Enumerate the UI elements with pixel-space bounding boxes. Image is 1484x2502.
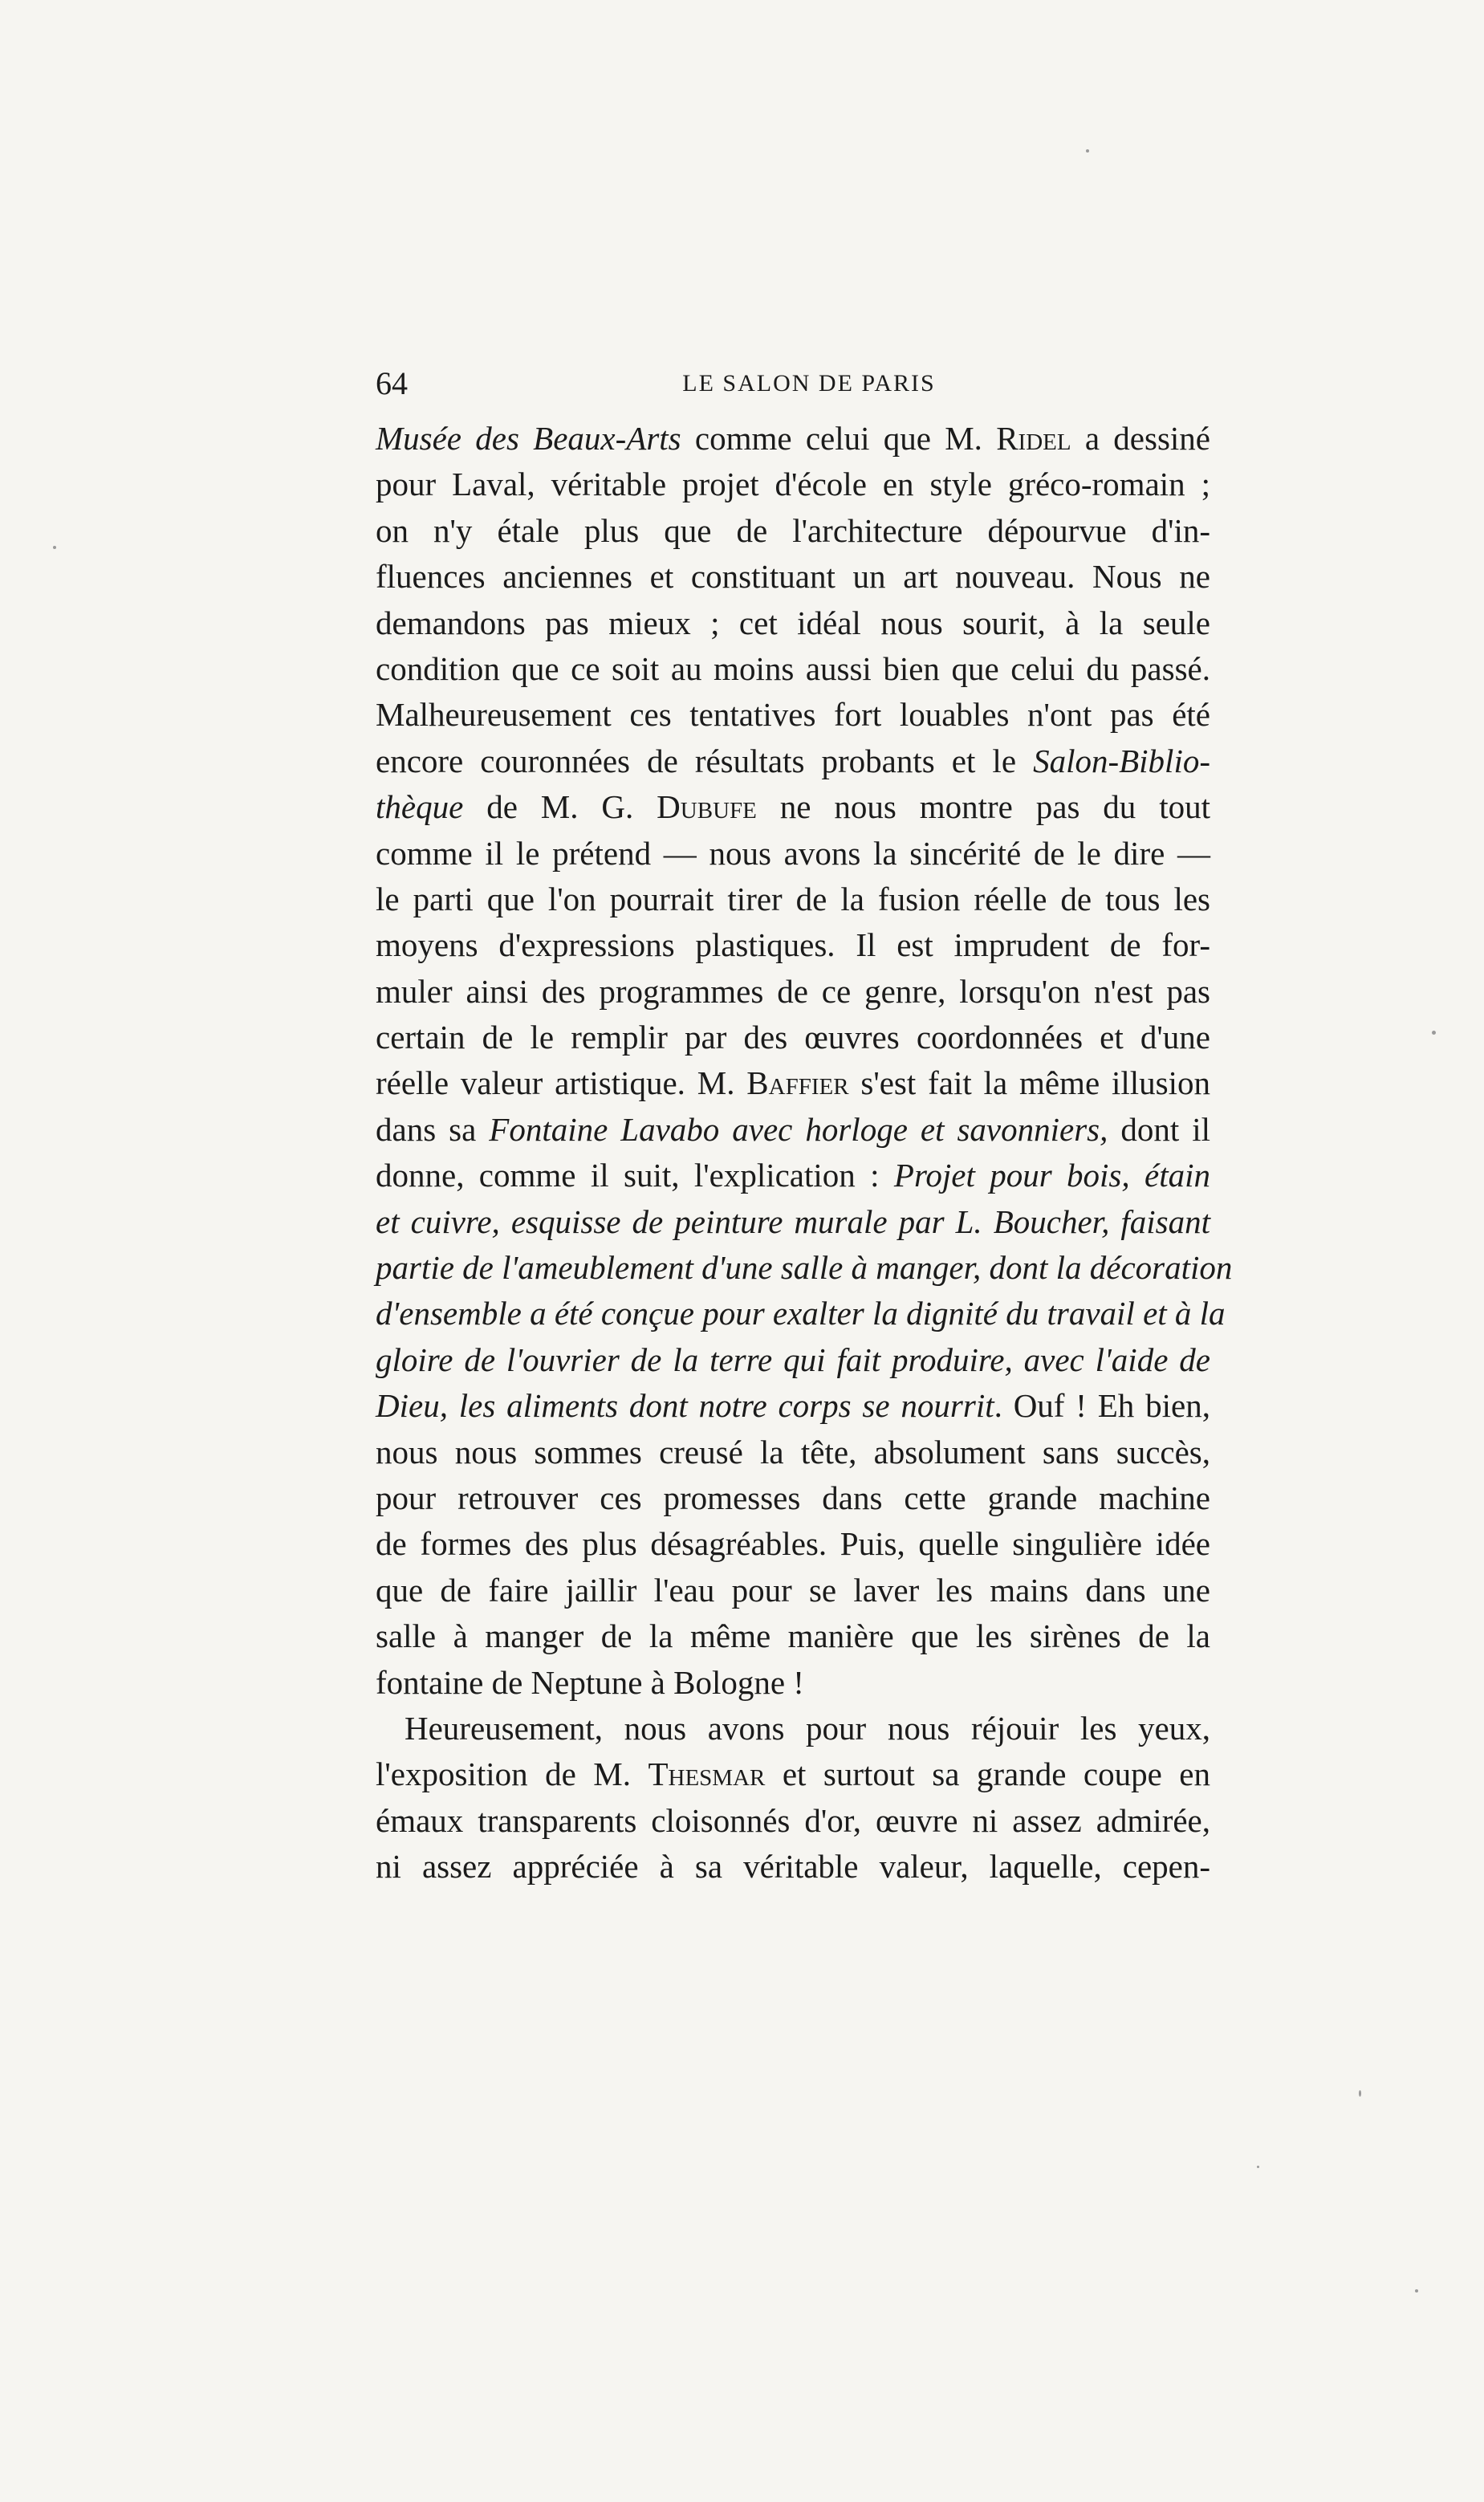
text-line: partie de l'ameublement d'une salle à manger, dont la décoration (376, 1249, 1233, 1287)
paragraph-1 (376, 416, 1233, 1706)
text-line: émaux transparents cloisonnés d'or, œuvre ni assez admirée, (376, 1801, 1210, 1839)
text-line: moyens d'expressions plastiques. Il est imprudent de for- (376, 926, 1210, 964)
text-line: fluences anciennes et constituant un art nouveau. Nous ne (376, 558, 1210, 596)
text-line: on n'y étale plus que de l'architecture dépourvue d'in- (376, 511, 1210, 549)
text-line: nous nous sommes creusé la tête, absolument sans succès, (376, 1433, 1210, 1471)
text-line: donne, comme il suit, l'explication : Projet pour bois, étain (376, 1157, 1210, 1194)
text-line: demandons pas mieux ; cet idéal nous sourit, à la seule (376, 604, 1210, 641)
text-line: gloire de l'ouvrier de la terre qui fait produire, avec l'aide de (376, 1341, 1210, 1378)
text-line: pour Laval, véritable projet d'école en style gréco-romain ; (376, 466, 1210, 503)
paper-speck (1086, 149, 1089, 153)
text-line: Musée des Beaux-Arts comme celui que M. Ridel a dessiné (376, 420, 1210, 457)
body-text (376, 416, 1233, 1890)
text-line: que de faire jaillir l'eau pour se laver les mains dans une (376, 1571, 1210, 1609)
page-number: 64 (376, 365, 408, 401)
text-line: l'exposition de M. Thesmar et surtout sa grande coupe en (376, 1755, 1210, 1793)
paragraph-2 (376, 1706, 1210, 1890)
text-line: le parti que l'on pourrait tirer de la fusion réelle de tous les (376, 880, 1210, 917)
running-head (376, 360, 1242, 408)
text-line: d'ensemble a été conçue pour exalter la dignité du travail et à la (376, 1295, 1226, 1332)
text-line: condition que ce soit au moins aussi bien que celui du passé. (376, 649, 1210, 687)
text-line: ni assez appréciée à sa véritable valeur, laquelle, cepen- (376, 1848, 1210, 1886)
text-line: dans sa Fontaine Lavabo avec horloge et savonniers, dont il (376, 1110, 1210, 1148)
text-line: comme il le prétend — nous avons la sincérité de le dire — (376, 834, 1210, 872)
text-line: Dieu, les aliments dont notre corps se nourrit. Ouf ! Eh bien, (376, 1387, 1210, 1425)
paper-speck (53, 546, 56, 549)
text-line: muler ainsi des programmes de ce genre, lorsqu'on n'est pas (376, 972, 1210, 1010)
text-line: Heureusement, nous avons pour nous réjouir les yeux, (405, 1709, 1210, 1747)
text-line: certain de le remplir par des œuvres coordonnées et d'une (376, 1019, 1210, 1056)
text-line: pour retrouver ces promesses dans cette grande machine (376, 1479, 1210, 1516)
text-line: thèque de M. G. Dubufe ne nous montre pas du tout (376, 788, 1210, 826)
paper-speck (1432, 1031, 1436, 1035)
text-line: et cuivre, esquisse de peinture murale par L. Boucher, faisant (376, 1202, 1210, 1240)
text-line: fontaine de Neptune à Bologne ! (376, 1663, 804, 1701)
paper-speck (1257, 2166, 1259, 2168)
text-line: encore couronnées de résultats probants et le Salon-Biblio- (376, 742, 1210, 779)
text-line: de formes des plus désagréables. Puis, quelle singulière idée (376, 1525, 1210, 1563)
text-line: réelle valeur artistique. M. Baffier s'est fait la même illusion (376, 1064, 1210, 1102)
text-line: Malheureusement ces tentatives fort louables n'ont pas été (376, 696, 1210, 734)
text-line: salle à manger de la même manière que les sirènes de la (376, 1617, 1210, 1655)
paper-speck (1359, 2090, 1361, 2097)
running-title: LE SALON DE PARIS (682, 370, 936, 397)
paper-speck (1415, 2289, 1418, 2292)
